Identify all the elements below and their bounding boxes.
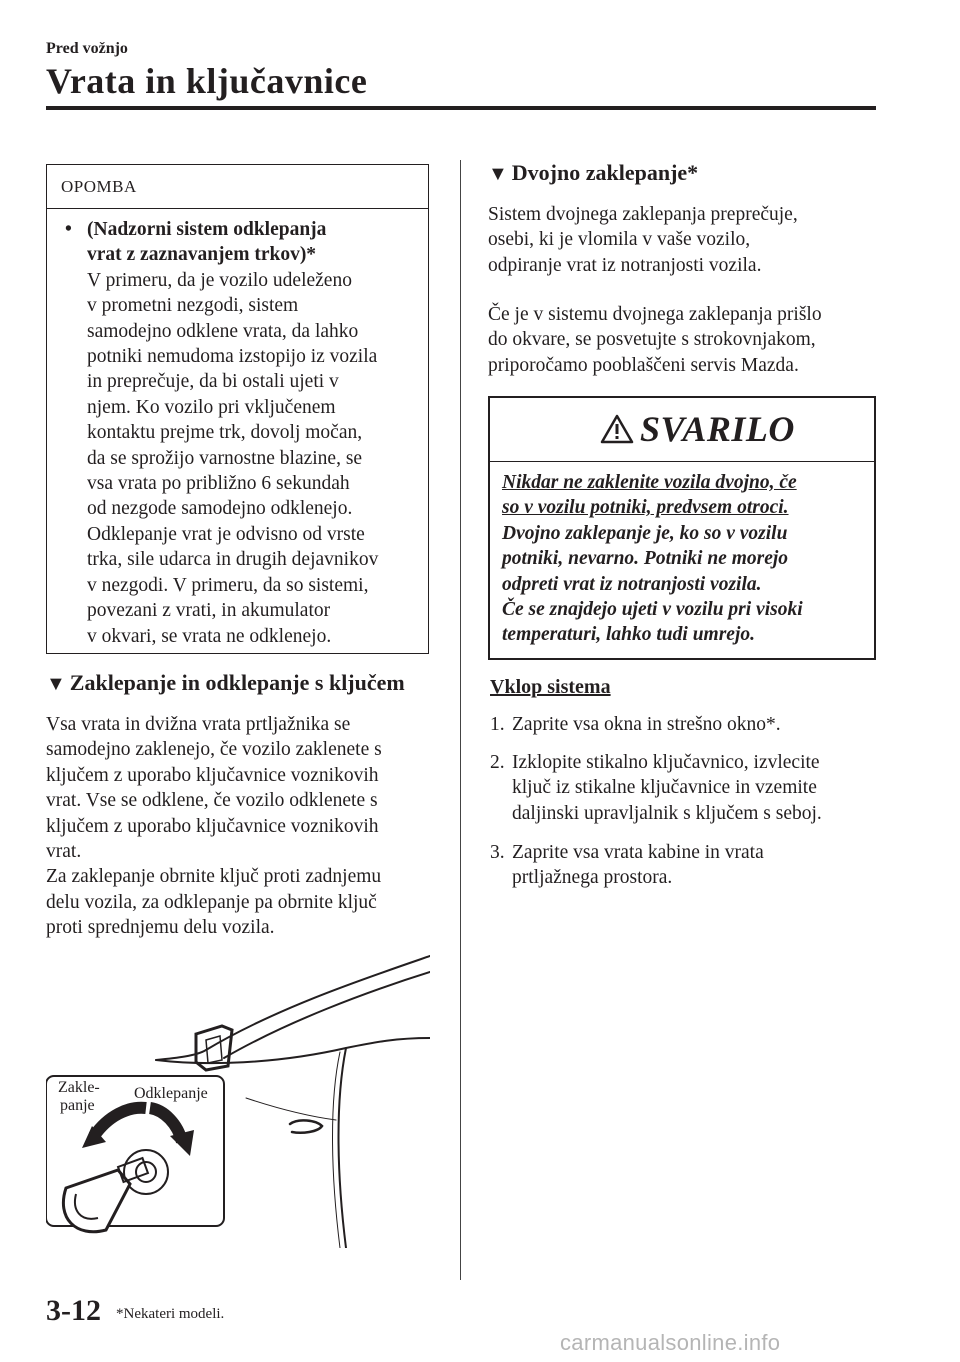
warning-line: Če se znajdejo ujeti v vozilu pri visoki xyxy=(502,599,803,621)
note-line: njem. Ko vozilo pri vključenem xyxy=(87,396,336,418)
triangle-down-icon: ▼ xyxy=(46,673,66,695)
warning-line: so v vozilu potniki, predvsem otroci. xyxy=(502,497,789,519)
note-line: od nezgode samodejno odklenejo. xyxy=(87,498,353,520)
text-line: osebi, ki je vlomila v vaše vozilo, xyxy=(488,229,751,251)
warning-title: SVARILO xyxy=(640,409,795,449)
note-box xyxy=(46,164,429,654)
title-rule xyxy=(46,106,876,110)
step-item: 3. Zaprite vsa vrata kabine in vrata prtljažnega prostora. xyxy=(490,842,764,889)
text-line: Za zaklepanje obrnite ključ proti zadnjemu xyxy=(46,866,382,888)
watermark: carmanualsonline.info xyxy=(560,1330,781,1355)
text-line: vrat. xyxy=(46,841,82,863)
door-lock-illustration xyxy=(46,948,430,1248)
step-item: 2. Izklopite stikalno ključavnico, izvlecite ključ iz stikalne ključavnice in vzemite daljinski upravljalnik s ključem s seboj. xyxy=(490,752,822,824)
note-line: v nezgodi. V primeru, da so sistemi, xyxy=(87,574,369,596)
bullet-icon: • xyxy=(65,219,72,240)
warning-line: potniki, nevarno. Potniki ne morejo xyxy=(502,548,789,570)
text-line: samodejno zaklenejo, če vozilo zaklenete s xyxy=(46,739,382,761)
warning-box xyxy=(488,396,876,660)
page-number: 3-12 xyxy=(46,1294,101,1327)
note-line: vsa vrata po približno 6 sekundah xyxy=(87,473,350,495)
note-body xyxy=(65,217,417,649)
warning-line: temperaturi, lahko tudi umrejo. xyxy=(502,624,755,646)
note-line: potniki nemudoma izstopijo iz vozila xyxy=(87,346,378,368)
double-lock-heading: ▼ Dvojno zaklepanje* xyxy=(488,160,699,185)
warning-body xyxy=(502,470,866,648)
note-heading-line: vrat z zaznavanjem trkov)* xyxy=(87,244,317,266)
note-line: kontaktu prejme trk, dovolj močan, xyxy=(87,422,363,444)
note-title: OPOMBA xyxy=(61,177,137,196)
key-section-heading: ▼ Zaklepanje in odklepanje s ključem xyxy=(46,670,405,695)
note-line: samodejno odklene vrata, da lahko xyxy=(87,320,359,342)
column-divider xyxy=(460,160,461,1280)
warning-line: Nikdar ne zaklenite vozila dvojno, če xyxy=(502,472,797,493)
figure-label-unlock: Odklepanje xyxy=(134,1085,208,1102)
note-line: da se sprožijo varnostne blazine, se xyxy=(87,447,363,469)
double-lock-para1 xyxy=(488,202,888,278)
text-line: odpiranje vrat iz notranjosti vozila. xyxy=(488,254,762,276)
double-lock-para2 xyxy=(488,302,888,378)
note-line: v prometni nezgodi, sistem xyxy=(87,295,299,317)
text-line: ključem z uporabo ključavnice voznikovih xyxy=(46,815,379,837)
warning-header xyxy=(490,398,874,462)
footnote: *Nekateri modeli. xyxy=(116,1306,225,1322)
section-label: Pred vožnjo xyxy=(46,40,128,57)
key-section-text xyxy=(46,712,446,941)
text-line: Če je v sistemu dvojnega zaklepanja prišlo xyxy=(488,304,822,325)
note-line: V primeru, da je vozilo udeleženo xyxy=(87,269,352,291)
note-line: Odklepanje vrat je odvisno od vrste xyxy=(87,523,365,545)
text-line: delu vozila, za odklepanje pa obrnite ključ xyxy=(46,891,377,913)
figure-label-lock: panje xyxy=(60,1097,95,1114)
note-heading-line: (Nadzorni sistem odklepanja xyxy=(87,219,327,240)
note-line: v okvari, se vrata ne odklenejo. xyxy=(87,625,332,647)
warning-line: odpreti vrat iz notranjosti vozila. xyxy=(502,573,762,595)
text-line: vrat. Vse se odklene, če vozilo odklenete s xyxy=(46,790,378,812)
text-line: Vsa vrata in dvižna vrata prtljažnika se xyxy=(46,714,351,735)
step-item: 1. Zaprite vsa okna in strešno okno*. xyxy=(490,714,781,735)
text-line: do okvare, se posvetujte s strokovnjakom, xyxy=(488,329,816,351)
text-line: Sistem dvojnega zaklepanja preprečuje, xyxy=(488,204,798,225)
note-line: povezani z vrati, in akumulator xyxy=(87,600,331,622)
figure-label-lock: Zakle- xyxy=(58,1079,100,1096)
warning-line: Dvojno zaklepanje je, ko so v vozilu xyxy=(502,522,788,544)
text-line: proti sprednjemu delu vozila. xyxy=(46,917,275,939)
note-header xyxy=(47,165,428,209)
note-line: in preprečuje, da bi ostali ujeti v xyxy=(87,371,339,393)
text-line: priporočamo pooblaščeni servis Mazda. xyxy=(488,354,799,376)
warning-triangle-icon xyxy=(600,414,634,444)
note-line: trka, sile udarca in drugih dejavnikov xyxy=(87,549,379,571)
page-title: Vrata in ključavnice xyxy=(46,61,368,101)
triangle-down-icon: ▼ xyxy=(488,163,508,185)
text-line: ključem z uporabo ključavnice voznikovih xyxy=(46,764,379,786)
activation-heading: Vklop sistema xyxy=(490,676,611,698)
